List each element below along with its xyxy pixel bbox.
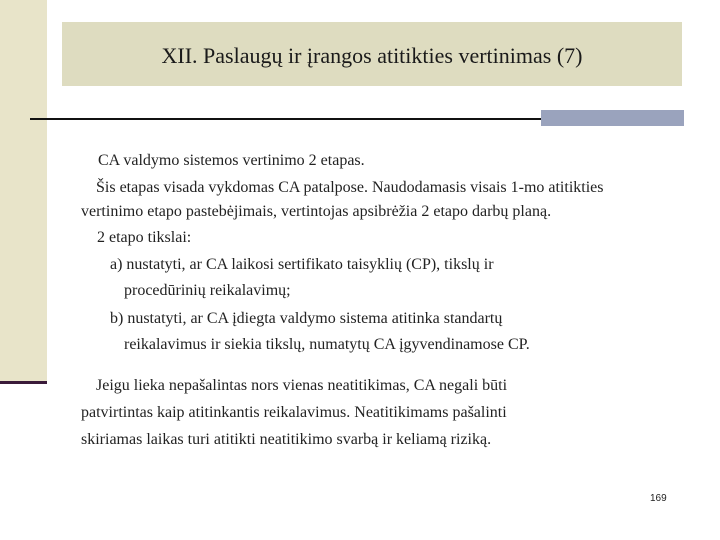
heading-line: CA valdymo sistemos vertinimo 2 etapas. xyxy=(98,152,365,169)
page-number: 169 xyxy=(650,493,667,504)
goal-b-continuation: reikalavimus ir siekia tikslų, numatytų CA įgyvendinamose CP. xyxy=(124,336,530,353)
goal-a-continuation: procedūrinių reikalavimų; xyxy=(124,282,291,299)
paragraph-line: vertinimo etapo pastebėjimais, vertintojas apsibrėžia 2 etapo darbų planą. xyxy=(81,203,552,220)
goals-heading: 2 etapo tikslai: xyxy=(97,229,192,246)
paragraph-line: Šis etapas visada vykdomas CA patalpose. Naudodamasis visais 1-mo atitikties xyxy=(96,179,604,196)
slide-title: XII. Paslaugų ir įrangos atitikties vertinimas (7) xyxy=(161,43,583,68)
goal-a-line: a) nustatyti, ar CA laikosi sertifikato taisyklių (CP), tikslų ir xyxy=(110,256,494,273)
goal-b-line: b) nustatyti, ar CA įdiegta valdymo sistema atitinka standartų xyxy=(110,310,503,327)
paragraph-line: skiriamas laikas turi atitikti neatitikimo svarbą ir keliamą riziką. xyxy=(81,431,492,448)
paragraph-line: patvirtintas kaip atitinkantis reikalavimus. Neatitikimams pašalinti xyxy=(81,404,507,421)
paragraph-line: Jeigu lieka nepašalintas nors vienas neatitikimas, CA negali būti xyxy=(96,377,508,394)
